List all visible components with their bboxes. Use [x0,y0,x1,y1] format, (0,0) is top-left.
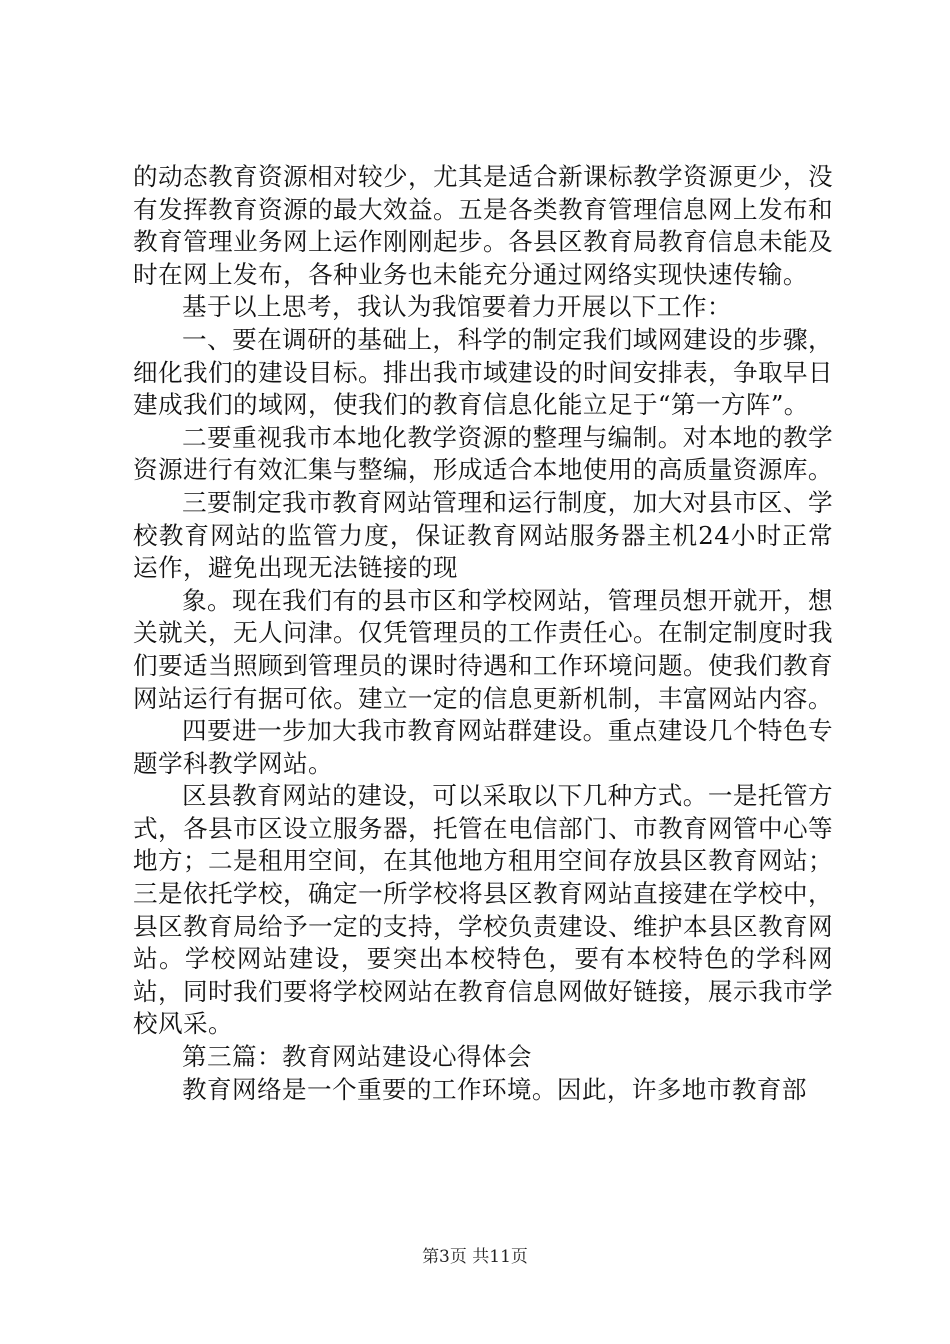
section-heading: 第三篇：教育网站建设心得体会 [182,1042,532,1072]
paragraph-item-1: 一、要在调研的基础上，科学的制定我们域网建设的步骤，细化我们的建设目标。排出我市域建设的时间安排表，争取早日建成我们的域网，使我们的教育信息化能立足于“第一方阵”。 [133,324,833,420]
paragraph-item-3-continued: 象。现在我们有的县市区和学校网站，管理员想开就开，想关就关，无人问津。仅凭管理员的工作责任心。在制定制度时我们要适当照顾到管理员的课时待遇和工作环境问题。使我们教育网站运行有据可依。建立一定的信息更新机制，丰富网站内容。 [133,585,833,713]
paragraph-item-3: 三要制定我市教育网站管理和运行制度，加大对县市区、学校教育网站的监管力度，保证教育网站服务器主机24小时正常运作，避免出现无法链接的现 [133,487,833,583]
paragraph-county-sites: 区县教育网站的建设，可以采取以下几种方式。一是托管方式，各县市区设立服务器，托管在电信部门、市教育网管中心等地方；二是租用空间，在其他地方租用空间存放县区教育网站；三是依托学校，确定一所学校将县区教育网站直接建在学校中，县区教育局给予一定的支持，学校负责建设、维护本县区教育网站。学校网站建设，要突出本校特色，要有本校特色的学科网站，同时我们要将学校网站在教育信息网做好链接，展示我市学校风采。 [133,781,833,1039]
paragraph-continuation: 的动态教育资源相对较少，尤其是适合新课标教学资源更少，没有发挥教育资源的最大效益。五是各类教育管理信息网上发布和教育管理业务网上运作刚刚起步。各县区教育局教育信息未能及时在网上发布，各种业务也未能充分通过网络实现快速传输。 [133,162,833,289]
paragraph-item-4: 四要进一步加大我市教育网站群建设。重点建设几个特色专题学科教学网站。 [133,716,833,778]
document-body [133,161,833,1106]
page-number-footer: 第3页 共11页 [422,1247,528,1267]
paragraph-item-2: 二要重视我市本地化教学资源的整理与编制。对本地的教学资源进行有效汇集与整编，形成适合本地使用的高质量资源库。 [133,422,833,485]
paragraph-intro: 基于以上思考，我认为我馆要着力开展以下工作： [182,292,732,322]
paragraph-section-start: 教育网络是一个重要的工作环境。因此，许多地市教育部 [182,1074,807,1104]
